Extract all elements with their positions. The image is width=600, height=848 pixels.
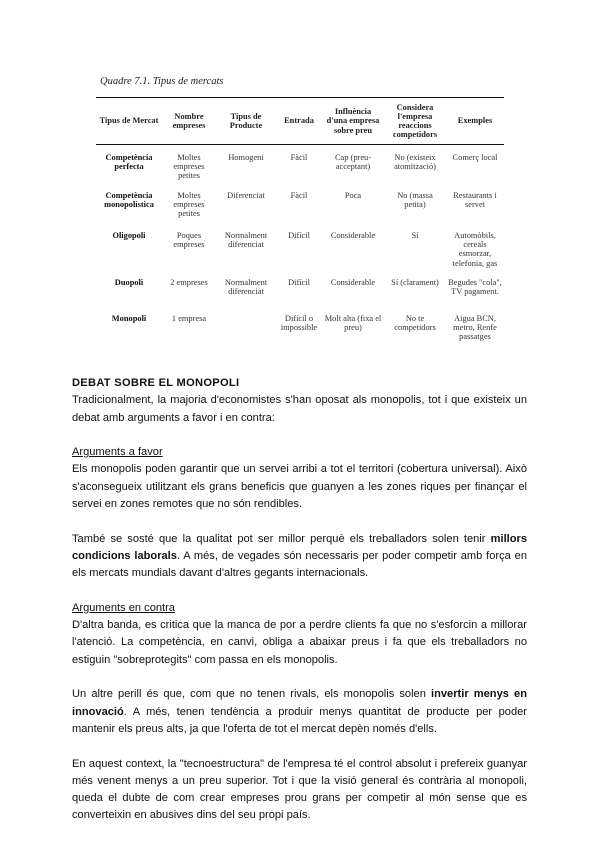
table-cell: Sí [411,231,419,240]
intro-paragraph: Tradicionalment, la majoria d'economistes s'han oposat als monopolis, tot i que existeix un debat amb arguments a favor i en contra: [72,394,527,424]
contra-paragraph-2 [72,686,527,738]
table-cell: Comerç local [452,153,498,162]
table-cell: Moltes empreses petites [173,153,205,181]
row-label: Competència perfecta [105,153,153,172]
contra-paragraph-1: D'altra banda, es critica que la manca de por a perdre clients fa que no s'esforcin a millorar l'atenció. La competència, en canvi, obliga a abaixar preus i fa que els treballadors no estiguin "sobreprotegits" com passa en els monopolis. [72,619,527,666]
table-row [96,225,504,272]
contra-heading: Arguments en contra [72,601,175,614]
table-row [96,272,504,308]
table-cell: Moltes empreses petites [173,191,205,219]
table-cell: Molt alta (fixa el preu) [324,313,382,333]
table-cell: Normalment diferenciat [224,277,268,297]
favor-heading: Arguments a favor [72,446,163,459]
table-cell: Considerable [330,231,376,240]
table-cell: Poques empreses [173,231,205,250]
table-cell [216,308,276,348]
table-cell: Normalment diferenciat [224,231,268,250]
text-run: També se sosté que la qualitat pot ser millor perquè els treballadors solen tenir [72,532,491,545]
conclusion-paragraph: En aquest context, la "tecnoestructura" de l'empresa té el control absolut i prefereix guanyar més venent menys a un preu superior. Tot i que la visió general és contrària al monopoli, queda el dubte de com crear empreses prou grans per competir al món sense que es converteixin en abusives dins del seu propi país. [72,757,527,822]
table-cell: Homogeni [228,153,264,162]
market-types-table [96,97,504,348]
table-cell: Difícil o impossible [280,313,318,333]
row-label: Oligopoli [112,231,146,240]
bold-phrase: millors condicions laborals [72,532,527,562]
header-cell: Tipus de Mercat [99,116,159,126]
table-row [96,185,504,225]
table-cell: No te competidors [394,313,436,333]
table-row [96,145,504,186]
debate-section [72,375,527,825]
table-cell: Begudes "cola", TV pagament. [448,277,502,297]
table-cell: Automòbils, cereals esmorzar, telefonia, gas [452,231,498,268]
table-cell: 2 empreses [170,277,208,287]
favor-paragraph-1: Els monopolis poden garantir que un servei arribi a tot el territori (cobertura universal). Això s'aconsegueix utilitzant els grans beneficis que guanyen a les zones riques per finançar el servei en zones remotes que no són rendibles. [72,463,527,511]
table-cell: Cap (preu-acceptant) [334,153,372,172]
favor-paragraph-2 [72,531,527,583]
table-cell: Diferenciat [227,191,265,200]
table-caption: Quadre 7.1. Tipus de mercats [100,76,224,87]
header-cell: Influència d'una empresa sobre preu [326,107,380,135]
section-title: DEBAT SOBRE EL MONOPOLI [72,377,240,389]
table-cell: No (existeix atomització) [394,153,436,172]
table-cell: Difícil [288,277,310,287]
table-cell: Aigua BCN, metro, Renfe passatges [453,313,497,342]
row-label: Duopoli [114,277,144,287]
table-cell: Fàcil [290,153,308,162]
table-row [96,308,504,348]
text-run: . A més, de vegades són necessaris per poder competir amb força en els mercats mundials davant d'altres gegants internacionals. [72,549,527,580]
table-cell: No (massa petita) [397,191,433,210]
table-cell: Considerable [330,277,376,287]
table-cell: Difícil [288,231,310,240]
table-cell: Sí (clarament) [391,277,439,287]
header-cell: Considera l'empresa reaccions competidors [392,102,438,140]
header-cell: Tipus de Producte [229,111,263,130]
text-run: Un altre perill és que, com que no tenen rivals, els monopolis solen [72,688,432,701]
row-label: Competència monopolística [104,191,154,210]
text-run: . A més, tenen tendència a produir menys quantitat de producte per poder mantenir els preus alts, ja que l'oferta de tot el mercat depèn només d'ells. [72,705,527,735]
table-header-row [96,98,504,145]
header-cell: Entrada [284,116,314,126]
header-cell: Exemples [457,116,493,126]
table-cell: Fàcil [290,191,308,200]
header-cell: Nombre empreses [172,111,206,130]
row-label: Monopoli [111,313,147,323]
table-cell: Restaurants i servei [453,191,497,210]
table-cell: Poca [344,191,362,200]
table-cell: 1 empresa [171,313,207,323]
bold-phrase: invertir menys en innovació [72,688,528,718]
